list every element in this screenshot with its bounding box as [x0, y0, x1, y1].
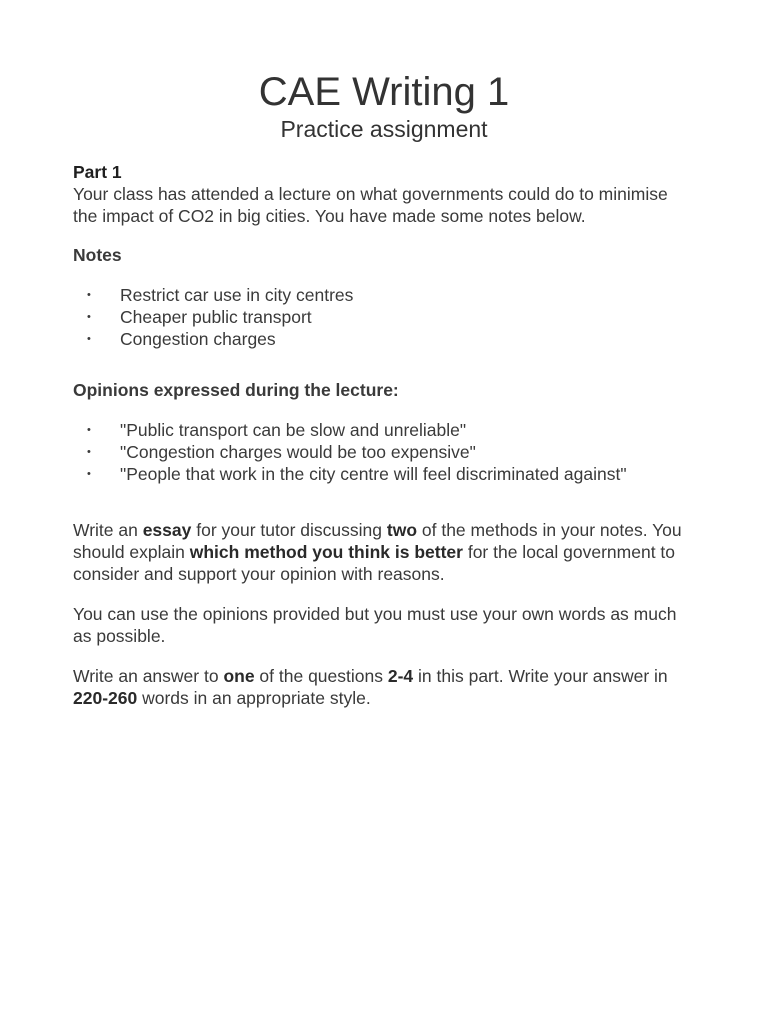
opinion-text: "People that work in the city centre will feel discriminated against"	[120, 464, 627, 484]
notes-list	[73, 284, 695, 350]
instruction-text: words in an appropriate style.	[137, 688, 371, 708]
instruction-text: of the questions	[254, 666, 388, 686]
bullet-icon: •	[87, 424, 91, 436]
task-emphasis: two	[386, 520, 418, 540]
opinion-text: "Public transport can be slow and unreliable"	[120, 420, 467, 440]
bullet-icon: •	[87, 333, 91, 345]
instruction-text: in this part. Write your answer in	[413, 666, 668, 686]
notes-label: Notes	[73, 245, 122, 265]
opinions-note-paragraph: You can use the opinions provided but you must use your own words as much as possible.	[73, 604, 677, 646]
opinion-text: "Congestion charges would be too expensive"	[120, 442, 476, 462]
bullet-icon: •	[87, 468, 91, 480]
task-text: for your tutor discussing	[191, 520, 387, 540]
list-item	[73, 463, 695, 485]
opinions-label: Opinions expressed during the lecture:	[73, 380, 399, 400]
bullet-icon: •	[87, 446, 91, 458]
note-text: Restrict car use in city centres	[120, 285, 354, 305]
task-emphasis: essay	[142, 520, 192, 540]
bullet-icon: •	[87, 289, 91, 301]
opinions-list	[73, 419, 695, 485]
task-emphasis: which method you think is better	[189, 542, 463, 562]
list-item	[73, 328, 695, 350]
task-text: of the methods in your notes. You should explain	[73, 520, 682, 562]
task-paragraph	[73, 519, 695, 585]
list-item	[73, 284, 695, 306]
bullet-icon: •	[87, 311, 91, 323]
page-title: CAE Writing 1	[258, 70, 510, 114]
task-text: Write an	[73, 520, 143, 540]
instruction-emphasis: 220-260	[73, 688, 138, 708]
list-item	[73, 441, 695, 463]
instruction-emphasis: one	[223, 666, 255, 686]
list-item	[73, 419, 695, 441]
instruction-paragraph	[73, 665, 695, 709]
instruction-text: Write an answer to	[73, 666, 224, 686]
list-item	[73, 306, 695, 328]
part-heading: Part 1	[73, 162, 122, 182]
note-text: Cheaper public transport	[120, 307, 312, 327]
instruction-emphasis: 2-4	[387, 666, 414, 686]
note-text: Congestion charges	[120, 329, 276, 349]
intro-paragraph: Your class has attended a lecture on what governments could do to minimise the impact of CO2 in big cities. You have made some notes below.	[73, 184, 668, 226]
page-subtitle: Practice assignment	[280, 116, 488, 142]
task-text: for the local government to consider and support your opinion with reasons.	[73, 542, 676, 584]
